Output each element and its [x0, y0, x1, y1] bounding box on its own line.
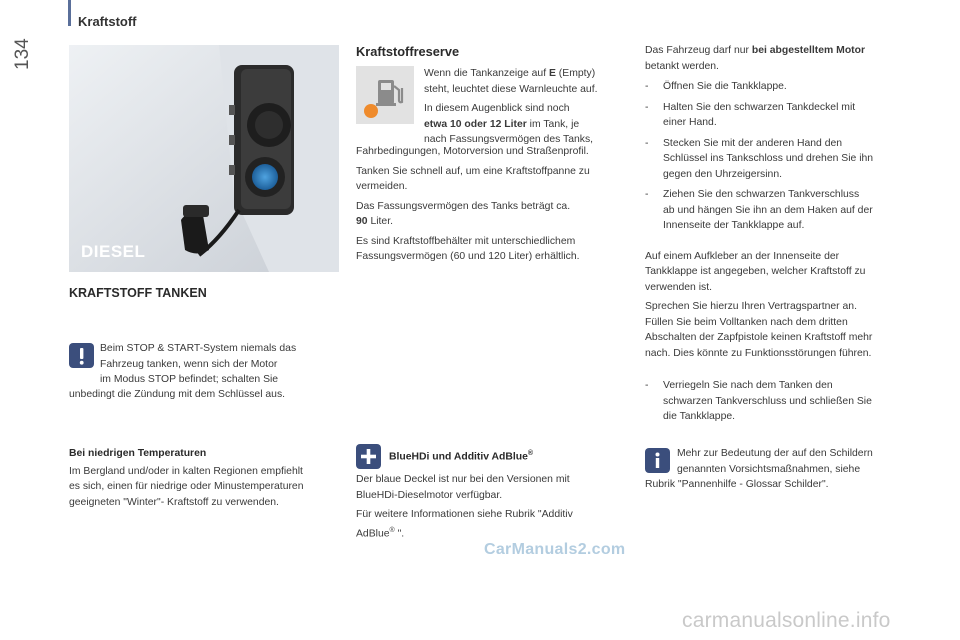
warning-icon	[69, 343, 94, 368]
fuel-reserve-body	[424, 66, 634, 148]
diesel-label: DIESEL	[81, 242, 146, 261]
reserve-text: Fahrbedingungen, Motorversion und Straßenprofil.	[356, 146, 589, 157]
low-temperature-line: Im Bergland und/oder in kalten Regionen empfiehlt	[69, 465, 303, 477]
reserve-text: Wenn die Tankanzeige auf E (Empty)	[424, 68, 596, 79]
procedure-step: - Ziehen Sie den schwarzen Tankverschluss ab und hängen Sie ihn an dem Haken auf der Innenseite der Tankklappe auf.	[645, 189, 873, 231]
fill-text: Füllen Sie beim Volltanken nach dem dritten	[645, 316, 848, 328]
reserve-text: Tanken Sie schnell auf, um eine Kraftstoffpanne zu	[356, 165, 590, 177]
reserve-text: Fassungsvermögen (60 und 120 Liter) erhältlich.	[356, 251, 580, 262]
sticker-text: Auf einem Aufkleber an der Innenseite der	[645, 250, 840, 262]
fill-text: Abschalten der Zapfpistole keinen Kraftstoff mehr	[645, 332, 873, 343]
plus-icon	[356, 444, 381, 469]
fuel-warning-lamp-card	[356, 66, 414, 124]
info-line: genannten Vorsichtsmaßnahmen, siehe	[677, 463, 861, 475]
exclamation-icon	[69, 343, 94, 368]
low-temperature-line: es sich, einen für niedrige oder Minustemperaturen	[69, 481, 304, 492]
reserve-text: etwa 10 oder 12 Liter im Tank, je	[424, 118, 580, 130]
warning-lamp-dot-icon	[364, 104, 378, 118]
refuel-procedure	[645, 43, 915, 430]
info-line: Rubrik "Pannenhilfe - Glossar Schilder".	[645, 479, 829, 490]
fill-text: Sprechen Sie hierzu Ihren Vertragspartner an.	[645, 301, 857, 312]
adblue-heading: BlueHDi und Additiv AdBlue®	[389, 450, 534, 463]
reserve-text: nach Fassungsvermögen des Tanks,	[424, 134, 594, 145]
fuel-pump-icon	[356, 66, 414, 124]
low-temperature-section	[69, 446, 344, 510]
warning-line: Fahrzeug tanken, wenn sich der Motor	[100, 358, 278, 370]
low-temperature-line: geeigneten "Winter"- Kraftstoff zu verwenden.	[69, 496, 279, 508]
adblue-text: Der blaue Deckel ist nur bei den Versionen mit	[356, 474, 570, 485]
procedure-intro: betankt werden.	[645, 60, 719, 72]
warning-line: Beim STOP & START-System niemals das	[100, 343, 297, 354]
section-marker-bar	[68, 0, 71, 26]
adblue-body	[356, 472, 631, 541]
warning-line: im Modus STOP befindet; schalten Sie	[100, 374, 279, 385]
adblue-text: Für weitere Informationen siehe Rubrik "Additiv	[356, 509, 573, 520]
adblue-text: BlueHDi-Dieselmotor verfügbar.	[356, 489, 503, 501]
refuelling-heading: KRAFTSTOFF TANKEN	[69, 286, 207, 300]
fuel-filler-photo	[69, 45, 339, 272]
fuel-reserve-body-wide	[356, 144, 631, 265]
plus-icon-box	[356, 444, 381, 469]
fuel-filler-illustration	[69, 45, 339, 272]
procedure-step: - Öffnen Sie die Tankklappe.	[645, 81, 787, 92]
low-temperature-heading: Bei niedrigen Temperaturen	[69, 448, 207, 459]
info-note	[677, 446, 917, 477]
procedure-step: - Stecken Sie mit der anderen Hand den Schlüssel ins Tankschloss und drehen Sie ihn gegen den Uhrzeigersinn.	[645, 137, 874, 180]
reserve-text: Es sind Kraftstoffbehälter mit unterschiedlichem	[356, 235, 576, 247]
reserve-text: In diesem Augenblick sind noch	[424, 103, 570, 114]
info-icon	[645, 448, 670, 473]
info-icon-box	[645, 448, 670, 473]
sticker-text: Tankklappe ist angegeben, welcher Kraftstoff zu	[645, 266, 866, 277]
section-title: Kraftstoff	[78, 14, 137, 29]
warning-line: unbedingt die Zündung mit dem Schlüssel aus.	[69, 389, 286, 400]
reserve-text: steht, leuchtet diese Warnleuchte auf.	[424, 83, 598, 95]
start-stop-warning	[100, 341, 345, 388]
info-line: Mehr zur Bedeutung der auf den Schildern	[677, 448, 873, 459]
fill-text: nach. Dies könnte zu Funktionsstörungen führen.	[645, 347, 872, 359]
procedure-intro: Das Fahrzeug darf nur bei abgestelltem Motor	[645, 45, 866, 56]
sticker-text: verwenden ist.	[645, 281, 712, 293]
procedure-final-step: - Verriegeln Sie nach dem Tanken den schwarzen Tankverschluss und schließen Sie die Tankklappe.	[645, 380, 872, 422]
adblue-text: AdBlue® ".	[356, 526, 405, 539]
fuel-reserve-heading: Kraftstoffreserve	[356, 44, 460, 59]
reserve-text: vermeiden.	[356, 181, 408, 192]
watermark-carmanualsonline[interactable]: carmanualsonline.info	[682, 609, 891, 632]
watermark-carmanuals2[interactable]: CarManuals2.com	[484, 541, 626, 558]
reserve-text: 90 Liter.	[356, 216, 393, 227]
page-number: 134	[12, 38, 33, 70]
procedure-step: - Halten Sie den schwarzen Tankdeckel mit einer Hand.	[645, 101, 856, 128]
reserve-text: Das Fassungsvermögen des Tanks beträgt ca.	[356, 200, 571, 212]
